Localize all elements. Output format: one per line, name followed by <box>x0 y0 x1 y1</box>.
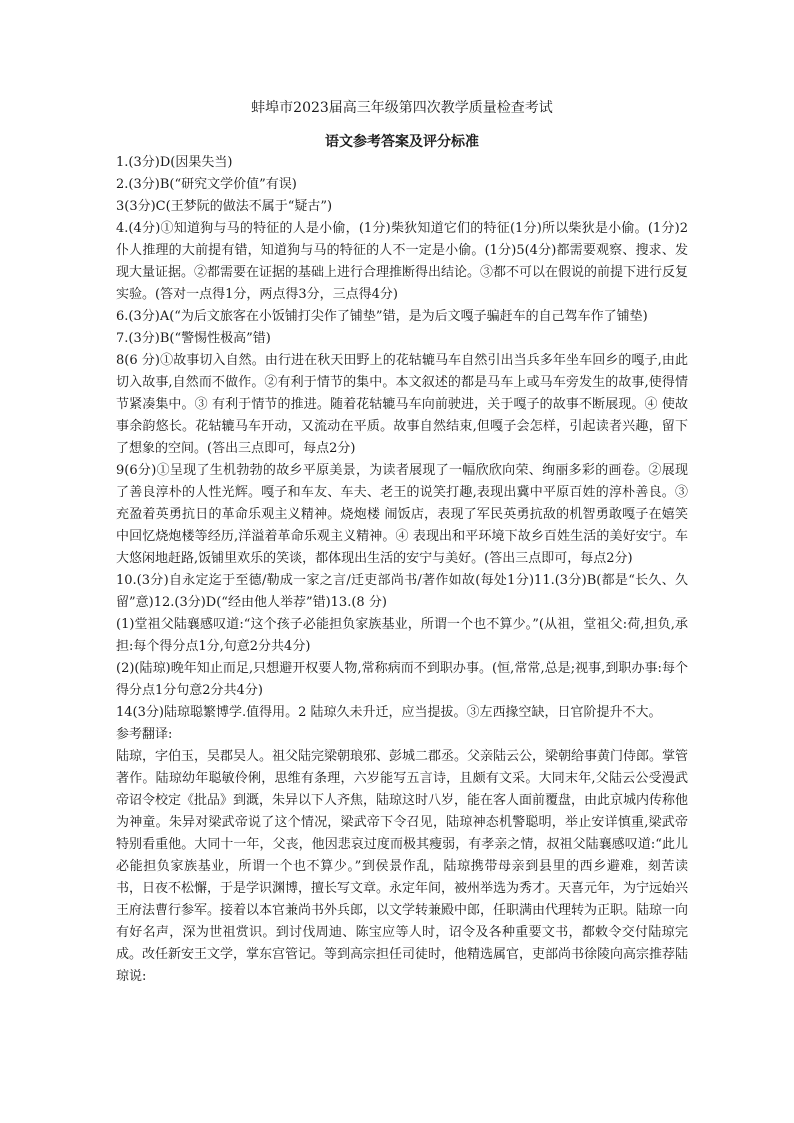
answer-6: 6.(3分)A(“为后文旅客在小饭铺打尖作了铺垫”错，是为后文嘎子骗赶车的自己驾车作了铺垫) <box>116 309 648 324</box>
document-body <box>116 152 688 988</box>
answer-14: 14(3分)陆琼聪繁博学.值得用。2 陆琼久未升迁，应当提拔。③左西掾空缺，日官阶提升不大。 <box>116 705 662 720</box>
document-title: 蚌埠市2023届高三年级第四次教学质量检查考试 <box>251 100 553 116</box>
answer-1: 1.(3分)D(因果失当) <box>116 155 233 170</box>
answer-10-13: 10.(3分)自永定迄于至德/勒成一家之言/迁吏部尚书/著作如故(每处1分)11.(3分)B(都是“长久、久留”意)12.(3分)D(“经由他人举荐”错)13.(8 分) <box>116 573 688 610</box>
answer-13-2: (2)(陆琼)晚年知止而足,只想避开权要人物,常称病而不到职办事。(恒,常常,总是;视事,到职办事:每个得分点1分句意2分共4分) <box>116 661 688 698</box>
document-subtitle: 语文参考答案及评分标准 <box>325 134 479 150</box>
answer-7: 7.(3分)B(“警惕性极高”错) <box>116 331 271 346</box>
answer-13-1: (1)堂祖父陆襄感叹道:“这个孩子必能担负家族基业，所谓一个也不算少。”(从祖，堂祖父:荷,担负,承担:每个得分点1分,句意2分共4分) <box>116 617 688 654</box>
translation-text: 陆琼，字伯玉，吴郡吴人。祖父陆完梁朝琅邪、彭城二郡丞。父亲陆云公，梁朝给事黄门侍郎。掌管著作。陆琼幼年聪敏伶俐，思维有条理，六岁能写五言诗，且颇有文采。大同末年,父陆云公受漫武帝诏令校定《批品》到溉，朱异以下人齐焦，陆琼这时八岁，能在客人面前覆盘，由此京城内传称他为神童。朱异对梁武帝说了这个情况，梁武帝下令召见，陆琼神态机警聪明，举止安详慎重,梁武帝特别看重他。大同十一年，父丧，他因悲哀过度而极其瘦弱，有孝亲之情，叔祖父陆襄感叹道:“此儿必能担负家族基业，所谓一个也不算少。”到侯景作乱，陆琼携带母亲到县里的西乡避难，刻苦读书，日夜不松懈，于是学识渊博，擅长写文章。永定年间，被州举选为秀才。天喜元年，为宁远始兴王府法曹行参军。接着以本官兼尚书外兵郎，以文学转兼殿中郎，任职满由代理转为正职。陆琼一向有好名声，深为世祖赏识。到讨伐周迪、陈宝应等人时，诏令及各种重要文书，都敕令交付陆琼完成。改任新安王文学，掌东宫管记。等到高宗担任司徒时，他精选属官，吏部尚书徐陵向高宗推荐陆琼说: <box>116 749 689 984</box>
answer-4-5: 4.(4分)①知道狗与马的特征的人是小偷，(1分)柴狄知道它们的特征(1分)所以柴狄是小偷。(1分)2仆人推理的大前提有错，知道狗与马的特征的人不一定是小偷。(1分)5(4分)都需要观察、搜求、发现大量证据。②都需要在证据的基础上进行合理推断得出结论。③都不可以在假说的前提下进行反复实验。(答对一点得1分，两点得3分，三点得4分) <box>116 221 689 302</box>
answer-2: 2.(3分)B(“研究文学价值”有误) <box>116 177 297 192</box>
answer-3: 3(3分)C(王梦阮的做法不属于“疑古”) <box>116 199 333 214</box>
answer-8: 8(6 分)①故事切入自然。由行进在秋天田野上的花轱辘马车自然引出当兵多年坐车回乡的嘎子,由此切入故事,自然而不做作。②有利于情节的集中。本文叙述的都是马车上或马车旁发生的故事,使得情节紧凑集中。③ 有利于情节的推进。随着花轱辘马车向前驶进，关于嘎子的故事不断展现。④ 使故事余韵悠长。花轱辘马车开动，又流动在平质。故事自然结束,但嘎子会怎样，引起读者兴趣，留下了想象的空间。(答出三点即可，每点2分) <box>116 353 688 456</box>
document-page <box>116 98 688 988</box>
translation-heading: 参考翻译: <box>116 727 173 742</box>
answer-9: 9(6分)①呈现了生机勃勃的故乡平原美景，为读者展现了一幅欣欣向荣、绚丽多彩的画卷。②展现了善良淳朴的人性光辉。嘎子和车友、车夫、老王的说笑打趣,表现出冀中平原百姓的淳朴善良。③充盈着英勇抗日的革命乐观主义精神。烧炮楼 闹饭店，表现了军民英勇抗敌的机智勇敢嘎子在嬉笑中回忆烧炮楼等经历,洋溢着革命乐观主义精神。④ 表现出和平环境下故乡百姓生活的美好安宁。车大悠闲地赶路,饭铺里欢乐的笑谈，都体现出生活的安宁与美好。(答出三点即可，每点2分) <box>116 463 688 566</box>
